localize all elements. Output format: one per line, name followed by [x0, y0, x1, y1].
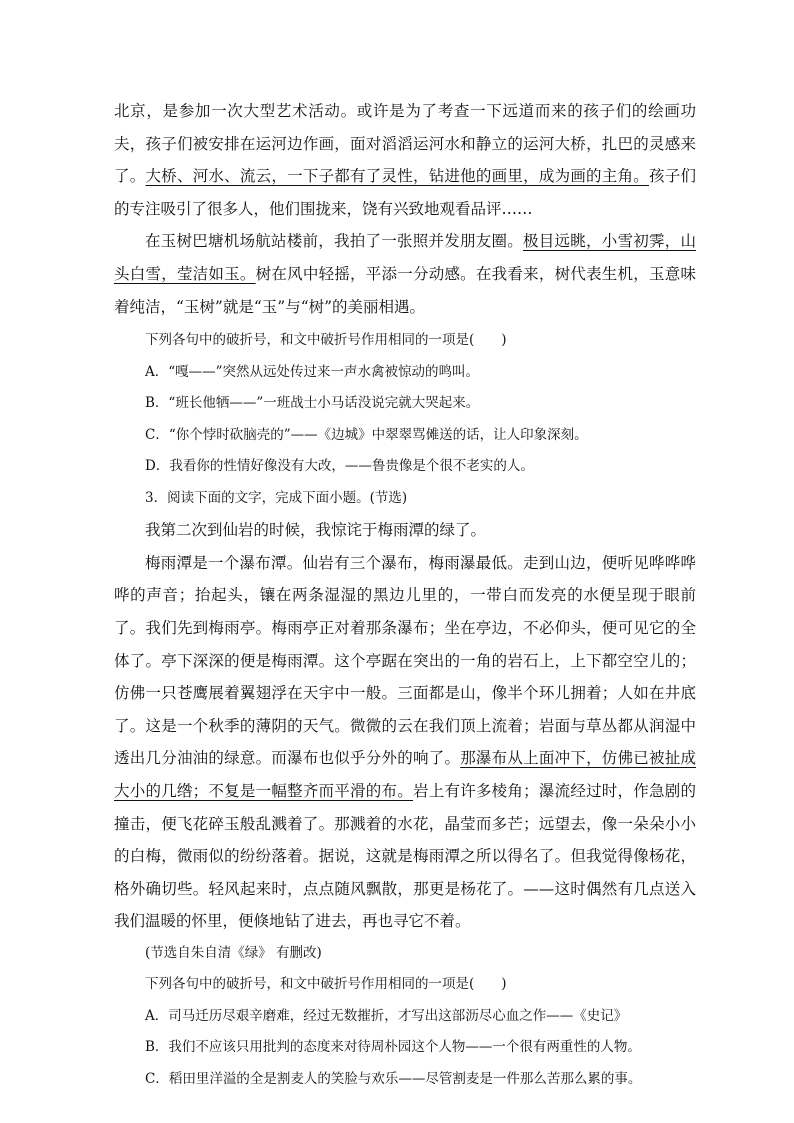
question1-option-b: B．“班长他牺——”一班战士小马话没说完就大哭起来。 — [145, 395, 480, 412]
question1-option-c: C．“你个悖时砍脑壳的”——《边城》中翠翠骂傩送的话，让人印象深刻。 — [145, 426, 588, 443]
section3-para2-text-a: 梅雨潭是一个瀑布潭。仙岩有三个瀑布，梅雨瀑最低。走到山边，便听见哗哗哗哗的声音；抬起头，镶在两条湿湿的黑边儿里的，一带白而发亮的水便呈现于眼前了。我们先到梅雨亭。梅雨亭正对着那条瀑布；坐在亭边，不必仰头，便可见它的全体了。亭下深深的便是梅雨潭。这个亭踞在突出的一角的岩石上，上下都空空儿的；仿佛一只苍鹰展着翼翅浮在天宇中一般。三面都是山，像半个环儿拥着；人如在井底了。这是一个秋季的薄阴的天气。微微的云在我们顶上流着；岩面与草丛都从润湿中透出几分油油的绿意。而瀑布也似乎分外的响了。 — [114, 553, 696, 768]
passage1-paragraph-1 — [114, 95, 696, 225]
question1-stem: 下列各句中的破折号，和文中破折号作用相同的一项是( ) — [145, 332, 507, 349]
section3-paragraph-2 — [114, 547, 696, 938]
passage1-paragraph-2 — [114, 225, 696, 323]
question2-option-a: A．司马迁历尽艰辛磨难，经过无数摧折，才写出这部沥尽心血之作——《史记》 — [145, 1007, 628, 1024]
passage1-para1-text-a: 北京，是参加一次大型艺术活动。或许是为了考查一下远道而来的孩子们的绘画功夫，孩子们被安排在运河边作画，面对滔滔运河水和静立的运河大桥，扎巴的灵感来了。 — [114, 102, 696, 186]
section3-source: (节选自朱自清《绿》 有删改) — [145, 944, 322, 961]
question2-stem: 下列各句中的破折号，和文中破折号作用相同的一项是( ) — [145, 976, 507, 993]
document-content — [114, 95, 696, 1095]
section3-para2-text-b: 岩上有许多棱角；瀑流经过时，作急剧的撞击，便飞花碎玉般乱溅着了。那溅着的水花，晶莹而多芒；远望去，像一朵朵小小的白梅，微雨似的纷纷落着。据说，这就是梅雨潭之所以得名了。但我觉得像杨花，格外确切些。轻风起来时，点点随风飘散，那更是杨花了。——这时偶然有几点送入我们温暖的怀里，便倏地钻了进去，再也寻它不着。 — [114, 781, 696, 931]
question2-option-b: B．我们不应该只用批判的态度来对待周朴园这个人物——一个很有两重性的人物。 — [145, 1039, 641, 1056]
passage1-para1-underlined: 大桥、河水、流云，一下子都有了灵性，钻进他的画里，成为画的主角。 — [145, 167, 650, 186]
question2-option-c: C．稻田里洋溢的全是割麦人的笑脸与欢乐——尽管割麦是一件那么苦那么累的事。 — [145, 1070, 642, 1087]
question1-option-a: A．“嘎——”突然从远处传过来一声水禽被惊动的鸣叫。 — [145, 363, 480, 380]
question1-option-d: D．我看你的性情好像没有大改，——鲁贵像是个很不老实的人。 — [145, 458, 534, 475]
passage1-para1-text-b: 孩子们的专注吸引了很多人，他们围拢来，饶有兴致地观看品评…… — [114, 167, 696, 218]
section3-heading: 3．阅读下面的文字，完成下面小题。(节选) — [145, 489, 408, 506]
passage1-para2-text-b: 树在风中轻摇，平添一分动感。在我看来，树代表生机，玉意味着纯洁，“玉树”就是“玉”与“树”的美丽相遇。 — [114, 264, 696, 316]
passage1-para2-text-a: 在玉树巴塘机场航站楼前，我拍了一张照并发朋友圈。 — [145, 232, 523, 251]
section3-paragraph-1: 我第二次到仙岩的时候，我惊诧于梅雨潭的绿了。 — [145, 521, 487, 540]
section3-para2-underlined: 那瀑布从上面冲下，仿佛已被扯成大小的几绺；不复是一幅整齐而平滑的布。 — [114, 749, 696, 800]
passage1-para2-underlined: 极目远眺，小雪初霁，山头白雪，莹洁如玉。 — [114, 232, 696, 283]
